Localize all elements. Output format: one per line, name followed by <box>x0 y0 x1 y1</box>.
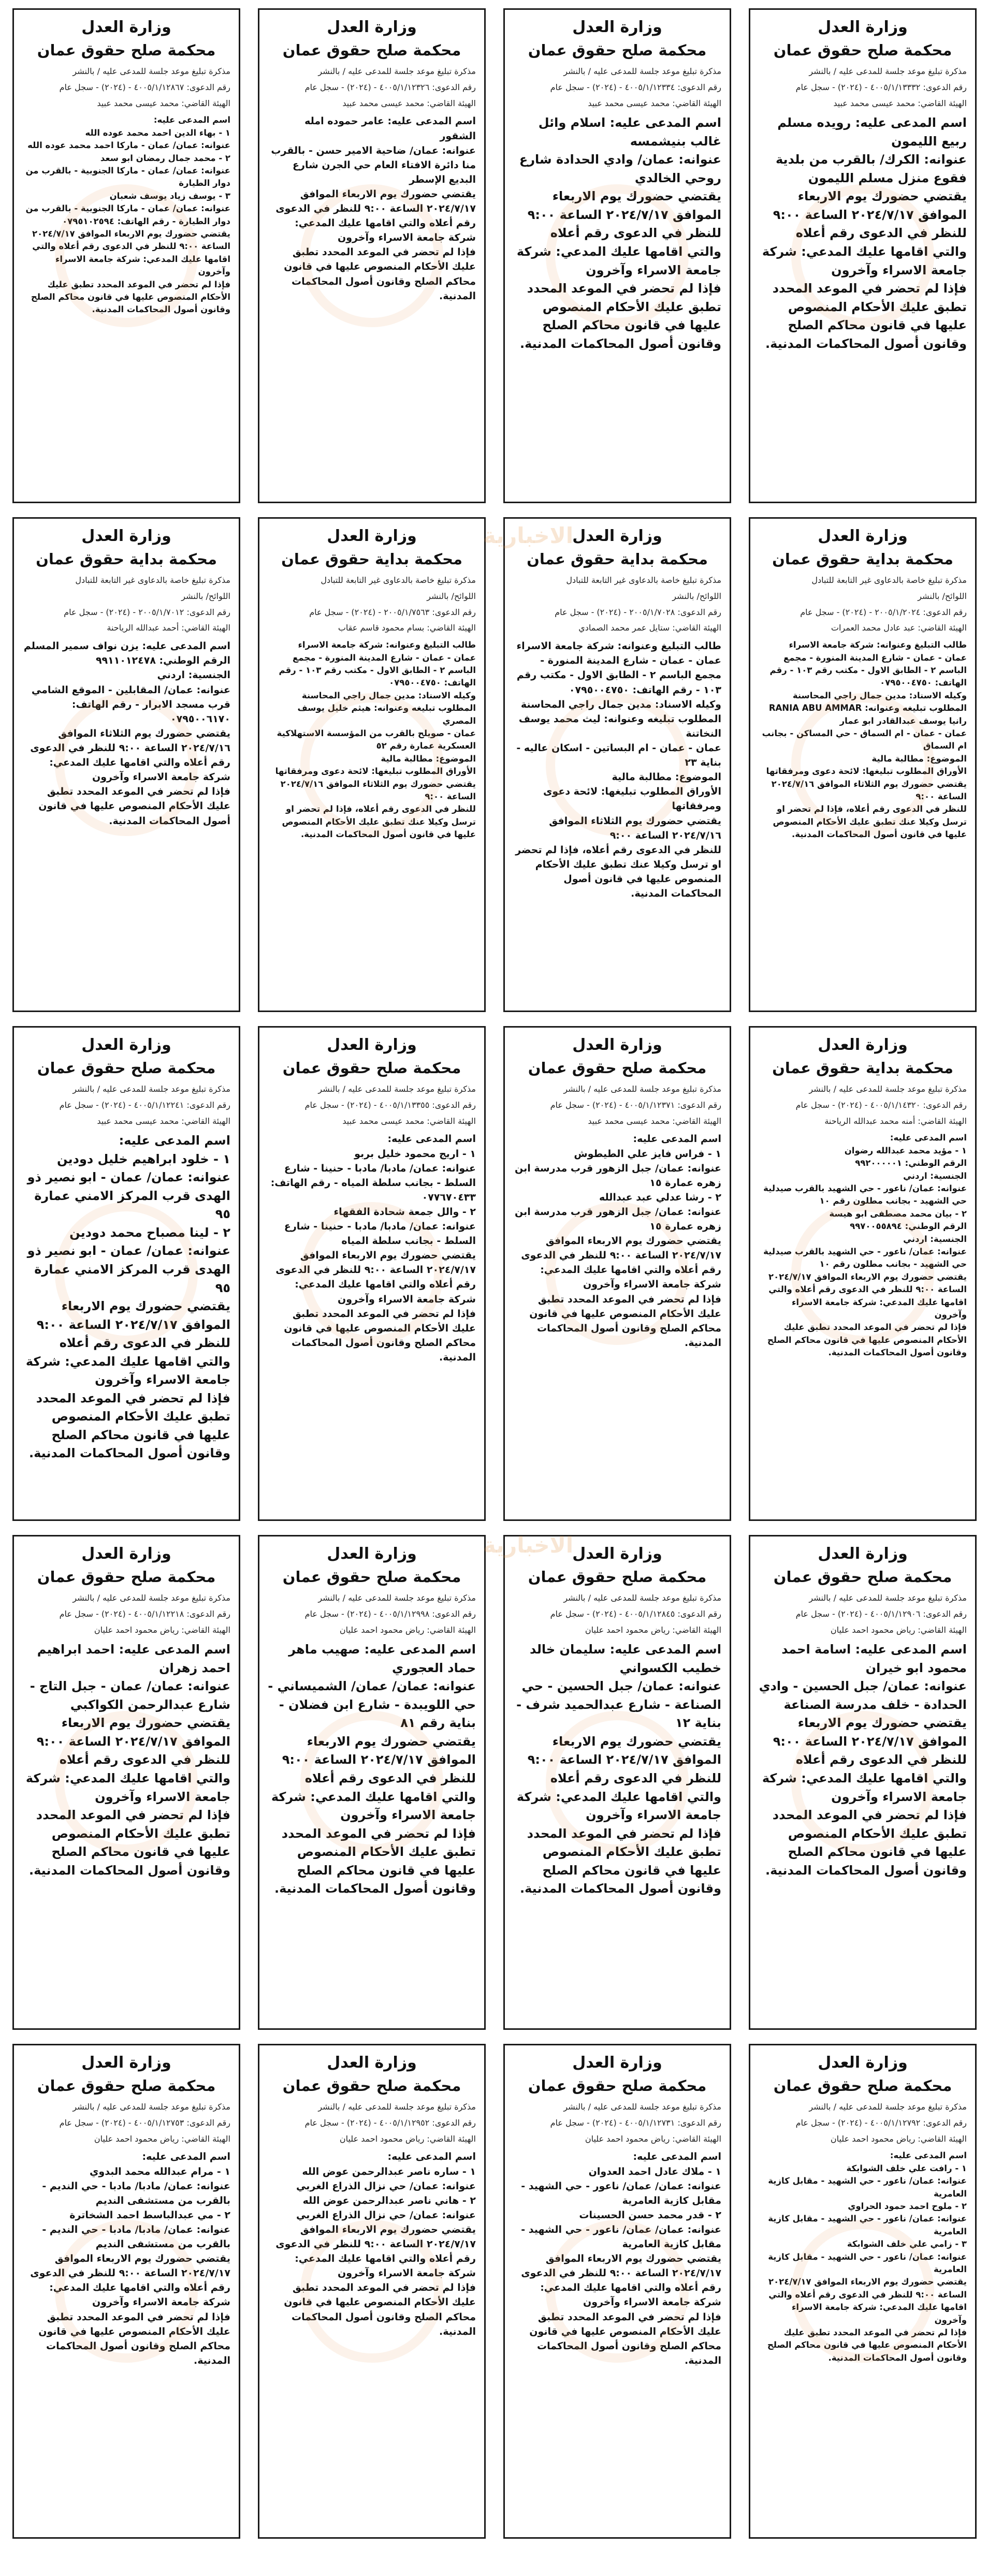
meta-line: رقم الدعوى: ٤٠٠٥/١/١٢٣٧١ - (٢٠٢٤) - سجل عام <box>550 1100 721 1110</box>
ministry-heading: وزارة العدل <box>327 18 417 36</box>
notice-body: اسم المدعى عليه: ١ - مؤيد محمد عبدالله رضوان الرقم الوطني: ٩٩٢٠٠٠٠٠١ الجنسية: اردني عنوانه: عمان/ ناعور - حي الشهيد بالقرب صيدلية حي الشهيد - بجانب مطلون رقم ١٠ ٢ - بيان محمد مصطفى ابو هيسة الرقم الوطني: ٩٩٧٠٠٥٥٨٩٤ الجنسية: اردني عنوانه: عمان/ ناعور - حي الشهيد بالقرب صيدلية حي الشهيد - بجانب مطلون رقم ١٠ يقتضي حضورك يوم الاربعاء الموافق ٢٠٢٤/٧/١٧ الساعة ٩:٠٠ للنظر في الدعوى رقم أعلاه والتي اقامها عليك المدعي: شركة جامعة الاسراء وآخرون فإذا لم تحضر في الموعد المحدد تطبق عليك الأحكام المنصوص عليها في قانون محاكم الصلح وقانون أصول المحاكمات المدنية. <box>763 1133 967 1358</box>
meta-line: اللوائح/ بالنشر <box>181 591 230 601</box>
meta-line: مذكرة تبليغ موعد جلسة للمدعى عليه / بالنشر <box>563 1084 721 1094</box>
court-title: محكمة صلح حقوق عمان <box>37 41 216 59</box>
meta-line: مذكرة تبليغ موعد جلسة للمدعى عليه / بالنشر <box>809 1084 967 1094</box>
legal-notice <box>258 1535 486 2030</box>
meta-line: رقم الدعوى: ٤٠٠٥/١/١٣٣٣٢ - (٢٠٢٤) - سجل عام <box>795 82 967 92</box>
legal-notice <box>749 1535 977 2030</box>
ministry-heading: وزارة العدل <box>818 527 908 545</box>
ministry-heading: وزارة العدل <box>327 1036 417 1054</box>
meta-line: الهيئة القاضي: ستايل عمر محمد الصمادي <box>578 623 721 633</box>
meta-line: الهيئة القاضي: رياض محمود احمد عليان <box>339 2133 476 2144</box>
court-title: محكمة صلح حقوق عمان <box>37 2077 216 2095</box>
court-title: محكمة صلح حقوق عمان <box>528 41 707 59</box>
notice-meta <box>268 1592 476 1636</box>
court-title: محكمة صلح حقوق عمان <box>282 1568 461 1586</box>
watermark-text: الاخبارية <box>483 1532 574 1558</box>
meta-line: مذكرة تبليغ موعد جلسة للمدعى عليه / بالنشر <box>72 1593 230 1603</box>
court-title: محكمة بداية حقوق عمان <box>281 550 462 568</box>
meta-line: مذكرة تبليغ خاصة بالدعاوى غير التابعة للتبادل <box>811 575 967 585</box>
court-title: محكمة صلح حقوق عمان <box>528 2077 707 2095</box>
meta-line: رقم الدعوى: ٤٠٠٥/١/١٢٩٠٦ - (٢٠٢٤) - سجل عام <box>795 1608 967 1619</box>
ministry-heading: وزارة العدل <box>572 2054 662 2072</box>
legal-notice <box>258 8 486 503</box>
notice-meta <box>759 2101 967 2145</box>
notice-body: اسم المدعى عليه: ١ - فراس فايز علي الطيطوش عنوانه: عمان/ جبل الزهور قرب مدرسة ابن زهره عمارة ١٥ ٢ - رشا عدلي عبد عبدالله عنوانه: عمان/ جبل الزهور قرب مدرسة ابن زهره عمارة ١٥ يقتضي حضورك يوم الاربعاء الموافق ٢٠٢٤/٧/١٧ الساعة ٩:٠٠ للنظر في الدعوى رقم أعلاه والتي اقامها عليك المدعي: شركة جامعة الاسراء وآخرون فإذا لم تحضر في الموعد المحدد تطبق عليك الأحكام المنصوص عليها في قانون محاكم الصلح وقانون أصول المحاكمات المدنية. <box>515 1133 721 1349</box>
meta-line: مذكرة تبليغ خاصة بالدعاوى غير التابعة للتبادل <box>566 575 721 585</box>
legal-notice <box>503 8 731 503</box>
court-title: محكمة بداية حقوق عمان <box>772 1059 953 1077</box>
court-title: محكمة صلح حقوق عمان <box>37 1059 216 1077</box>
ministry-heading: وزارة العدل <box>818 1545 908 1563</box>
notice-meta <box>268 574 476 635</box>
meta-line: الهيئة القاضي: رياض محمود احمد عليان <box>585 2133 721 2144</box>
meta-line: الهيئة القاضي: رياض محمود احمد عليان <box>585 1624 721 1635</box>
notice-body: طالب التبليغ وعنوانه: شركة جامعة الاسراء عمان - عمان - شارع المدينة المنورة - مجمع الباسم ٢ - الطابق الاول - مكتب رقم ١٠٣ - رقم الهاتف: ٠٧٩٥٠٠٤٧٥٠ وكيله الاسناد: مدين جمال راجي المحاسنة المطلوب تبليغه وعنوانه: ليث محمد يوسف النخاتنة عمان - عمان - ام البساتين - اسكان عاليه - بناية ٢٣ الموضوع: مطالبة مالية الأوراق المطلوب تبليغها: لائحة دعوى ومرفقاتها يقتضي حضورك يوم الثلاثاء الموافق ٢٠٢٤/٧/١٦ الساعة ٩:٠٠ للنظر في الدعوى رقم أعلاه، فإذا لم تحضر او ترسل وكيلا عنك تطبق عليك الأحكام المنصوص عليها في قانون أصول المحاكمات المدنية. <box>515 640 721 900</box>
legal-notice <box>749 8 977 503</box>
meta-line: رقم الدعوى: ٤٠٠٥/١/١٢٧٣١ - (٢٠٢٤) - سجل عام <box>550 2117 721 2128</box>
meta-line: رقم الدعوى: ٤٠٠٥/١/١٣٣٥٥ - (٢٠٢٤) - سجل عام <box>304 1100 476 1110</box>
legal-notice <box>749 2044 977 2539</box>
notice-meta <box>759 1083 967 1128</box>
notice-body: اسم المدعى عليه: اسامة احمد محمود ابو خيران عنوانه: عمان/ جبل الحسين - وادي الحدادة - خلف مدرسة الصناعة يقتضي حضورك يوم الاربعاء الموافق ٢٠٢٤/٧/١٧ الساعة ٩:٠٠ للنظر في الدعوى رقم أعلاه والتي اقامها عليك المدعي: شركة جامعة الاسراء وآخرون فإذا لم تحضر في الموعد المحدد تطبق عليك الأحكام المنصوص عليها في قانون محاكم الصلح وقانون أصول المحاكمات المدنية. <box>759 1642 967 1878</box>
meta-line: مذكرة تبليغ خاصة بالدعاوى غير التابعة للتبادل <box>321 575 476 585</box>
meta-line: الهيئة القاضي: محمد عيسى محمد عبيد <box>97 1116 230 1126</box>
legal-notice <box>503 1535 731 2030</box>
notice-body: اسم المدعى عليه: ١ - ساره ناصر عبدالرحمن عوض الله عنوانه: عمان/ حي نزال الذراع الغربي ٢ - هاني ناصر عبدالرحمن عوض الله عنوانه: عمان/ حي نزال الذراع الغربي يقتضي حضورك يوم الاربعاء الموافق ٢٠٢٤/٧/١٧ الساعة ٩:٠٠ للنظر في الدعوى رقم أعلاه والتي اقامها عليك المدعي: شركة جامعة الاسراء وآخرون فإذا لم تحضر في الموعد المحدد تطبق عليك الأحكام المنصوص عليها في قانون محاكم الصلح وقانون أصول المحاكمات المدنية. <box>275 2151 476 2337</box>
meta-line: مذكرة تبليغ موعد جلسة للمدعى عليه / بالنشر <box>72 2102 230 2112</box>
ministry-heading: وزارة العدل <box>327 2054 417 2072</box>
meta-line: مذكرة تبليغ موعد جلسة للمدعى عليه / بالنشر <box>318 1084 476 1094</box>
ministry-heading: وزارة العدل <box>818 2054 908 2072</box>
notice-body: طالب التبليغ وعنوانه: شركة جامعة الاسراء عمان - عمان - شارع المدينة المنورة - مجمع الباسم ٢ - الطابق الاول - مكتب رقم ١٠٣ - رقم الهاتف: ٠٧٩٥٠٠٤٧٥٠ وكيله الاسناد: مدين جمال راجي المحاسنة المطلوب تبليغه وعنوانه: RANIA ABU AMMAR رانيا يوسف عبدالقادر ابو عمار عمان - عمان - ام السماق - حي المساكن - بجانب ام السماق الموضوع: مطالبة مالية الأوراق المطلوب تبليغها: لائحة دعوى ومرفقاتها يقتضي حضورك يوم الثلاثاء الموافق ٢٠٢٤/٧/١٦ الساعة ٩:٠٠ للنظر في الدعوى رقم أعلاه، فإذا لم تحضر او ترسل وكيلا عنك تطبق عليك الأحكام المنصوص عليها في قانون أصول المحاكمات المدنية. <box>762 640 967 840</box>
notice-meta <box>759 1592 967 1636</box>
legal-notice <box>12 517 240 1012</box>
ministry-heading: وزارة العدل <box>81 1036 171 1054</box>
court-title: محكمة بداية حقوق عمان <box>36 550 217 568</box>
meta-line: الهيئة القاضي: محمد عيسى محمد عبيد <box>342 1116 476 1126</box>
ministry-heading: وزارة العدل <box>327 527 417 545</box>
notice-meta <box>268 65 476 110</box>
notice-body: اسم المدعى عليه: يزن نواف سمير المسلم الرقم الوطني: ٩٩١١٠١٢٤٧٨ الجنسية: اردني عنوانه: عمان/ المقابلين - الموقع الشامي قرب مسجد الابرار - رقم الهاتف: ٠٧٩٥٠٠٦١٧٠ يقتضي حضورك يوم الثلاثاء الموافق ٢٠٢٤/٧/١٦ الساعة ٩:٠٠ للنظر في الدعوى رقم أعلاه والتي اقامها عليك المدعي: شركة جامعة الاسراء وآخرون فإذا لم تحضر في الموعد المحدد تطبق عليك الأحكام المنصوص عليها في قانون أصول المحاكمات المدنية. <box>23 640 230 827</box>
ministry-heading: وزارة العدل <box>572 1036 662 1054</box>
notice-body: اسم المدعى عليه: ١ - اريج محمود خليل بربو عنوانه: عمان/ مادبا/ مادبا - حنينا - شارع السلط - بجانب سلطة المياه - رقم الهاتف: ٠٧٧٦٧٠٤٣٣ ٢ - والل جمعة شحادة الفقهاء عنوانه: عمان/ مادبا/ مادبا - حنينا - شارع السلط - بجانب سلطة المياه يقتضي حضورك يوم الاربعاء الموافق ٢٠٢٤/٧/١٧ الساعة ٩:٠٠ للنظر في الدعوى رقم أعلاه والتي اقامها عليك المدعي: شركة جامعة الاسراء وآخرون فإذا لم تحضر في الموعد المحدد تطبق عليك الأحكام المنصوص عليها في قانون محاكم الصلح وقانون أصول المحاكمات المدنية. <box>270 1133 476 1364</box>
legal-notice <box>503 1026 731 1521</box>
meta-line: مذكرة تبليغ موعد جلسة للمدعى عليه / بالنشر <box>318 1593 476 1603</box>
ministry-heading: وزارة العدل <box>81 2054 171 2072</box>
watermark-text: الاخبارية <box>483 523 574 548</box>
meta-line: رقم الدعوى: ٤٠٠٥/١/١٤٣٢٠ - (٢٠٢٤) - سجل عام <box>795 1100 967 1110</box>
court-title: محكمة صلح حقوق عمان <box>37 1568 216 1586</box>
meta-line: الهيئة القاضي: محمد عيسى محمد عبيد <box>588 1116 721 1126</box>
meta-line: الهيئة القاضي: رياض محمود احمد عليان <box>94 1624 230 1635</box>
notice-meta <box>513 65 721 110</box>
meta-line: اللوائح/ بالنشر <box>918 591 967 601</box>
meta-line: الهيئة القاضي: أمنه محمد عبدالله الرياحنة <box>824 1116 967 1126</box>
meta-line: رقم الدعوى: ٤٠٠٥/١/١٢٨٤٥ - (٢٠٢٤) - سجل عام <box>550 1608 721 1619</box>
meta-line: الهيئة القاضي: محمد عيسى محمد عبيد <box>342 98 476 108</box>
notice-meta <box>268 2101 476 2145</box>
notice-meta <box>22 2101 230 2145</box>
notice-meta <box>22 65 230 110</box>
notice-meta <box>513 574 721 635</box>
notice-body: اسم المدعى عليه: اسلام وائل غالب بنيشمسه عنوانه: عمان/ وادي الحدادة شارع روحي الخالدي يقتضي حضورك يوم الاربعاء الموافق ٢٠٢٤/٧/١٧ الساعة ٩:٠٠ للنظر في الدعوى رقم أعلاه والتي اقامها عليك المدعي: شركة جامعة الاسراء وآخرون فإذا لم تحضر في الموعد المحدد تطبق عليك الأحكام المنصوص عليها في قانون محاكم الصلح وقانون أصول المحاكمات المدنية. <box>516 115 721 351</box>
meta-line: رقم الدعوى: ٤٠٠٥/١/١٢٣٢٦ - (٢٠٢٤) - سجل عام <box>304 82 476 92</box>
court-title: محكمة صلح حقوق عمان <box>528 1568 707 1586</box>
notice-body: اسم المدعى عليه: ١ - رافت علي خلف الشوابكة عنوانه: عمان/ ناعور - حي الشهيد - مقابل كازية العامرية ٢ - ملوح احمد حمود الحراوي عنوانه: عمان/ ناعور - حي الشهيد - مقابل كازية العامرية ٣ - زامي علي خلف الشوابكة عنوانه: عمان/ ناعور - حي الشهيد - مقابل كازية العامرية يقتضي حضورك يوم الاربعاء الموافق ٢٠٢٤/٧/١٧ الساعة ٩:٠٠ للنظر في الدعوى رقم أعلاه والتي اقامها عليك المدعي: شركة جامعة الاسراء وآخرون فإذا لم تحضر في الموعد المحدد تطبق عليك الأحكام المنصوص عليها في قانون محاكم الصلح وقانون أصول المحاكمات المدنية. <box>767 2150 967 2363</box>
meta-line: مذكرة تبليغ موعد جلسة للمدعى عليه / بالنشر <box>809 2102 967 2112</box>
notice-body: اسم المدعى عليه: صهيب ماهر حماد العجوري عنوانه: عمان/ عمان/ الشميساني - حي اللويبدة - شارع ابن فضلان - بناية رقم ٨١ يقتضي حضورك يوم الاربعاء الموافق ٢٠٢٤/٧/١٧ الساعة ٩:٠٠ للنظر في الدعوى رقم أعلاه والتي اقامها عليك المدعي: شركة جامعة الاسراء وآخرون فإذا لم تحضر في الموعد المحدد تطبق عليك الأحكام المنصوص عليها في قانون محاكم الصلح وقانون أصول المحاكمات المدنية. <box>268 1642 476 1896</box>
meta-line: رقم الدعوى: ٤٠٠٥/١/١٢٧٩٢ - (٢٠٢٤) - سجل عام <box>795 2117 967 2128</box>
notice-meta <box>22 1592 230 1636</box>
ministry-heading: وزارة العدل <box>572 18 662 36</box>
meta-line: مذكرة تبليغ موعد جلسة للمدعى عليه / بالنشر <box>563 2102 721 2112</box>
court-title: محكمة صلح حقوق عمان <box>528 1059 707 1077</box>
court-title: محكمة صلح حقوق عمان <box>282 1059 461 1077</box>
ministry-heading: وزارة العدل <box>81 527 171 545</box>
court-title: محكمة صلح حقوق عمان <box>282 41 461 59</box>
court-title: محكمة بداية حقوق عمان <box>527 550 708 568</box>
meta-line: مذكرة تبليغ موعد جلسة للمدعى عليه / بالنشر <box>563 66 721 76</box>
ministry-heading: وزارة العدل <box>81 1545 171 1563</box>
notice-meta <box>22 574 230 635</box>
meta-line: مذكرة تبليغ موعد جلسة للمدعى عليه / بالنشر <box>318 66 476 76</box>
ministry-heading: وزارة العدل <box>327 1545 417 1563</box>
legal-notice <box>503 2044 731 2539</box>
notice-meta <box>513 2101 721 2145</box>
meta-line: رقم الدعوى: ٤٠٠٥/١/١٢٧٥٣ - (٢٠٢٤) - سجل عام <box>59 2117 230 2128</box>
meta-line: الهيئة القاضي: رياض محمود احمد عليان <box>339 1624 476 1635</box>
court-title: محكمة بداية حقوق عمان <box>772 550 953 568</box>
notice-body: اسم المدعى عليه: ١ - ملاك عادل احمد العدوان عنوانه: عمان/ عمان/ ناعور - حي الشهيد - مقابل كازية العامرية ٢ - قدر محمد حسن الحسينات عنوانه: عمان/ عمان/ ناعور - حي الشهيد - مقابل كازية العامرية يقتضي حضورك يوم الاربعاء الموافق ٢٠٢٤/٧/١٧ الساعة ٩:٠٠ للنظر في الدعوى رقم أعلاه والتي اقامها عليك المدعي: شركة جامعة الاسراء وآخرون فإذا لم تحضر في الموعد المحدد تطبق عليك الأحكام المنصوص عليها في قانون محاكم الصلح وقانون أصول المحاكمات المدنية. <box>521 2151 721 2366</box>
legal-notice <box>258 517 486 1012</box>
meta-line: مذكرة تبليغ موعد جلسة للمدعى عليه / بالنشر <box>72 1084 230 1094</box>
legal-notice <box>503 517 731 1012</box>
court-title: محكمة صلح حقوق عمان <box>282 2077 461 2095</box>
notice-body: اسم المدعى عليه: ١ - مرام عبدالله محمد البدوي عنوانه: عمان/ مادبا/ مادبا - حي النديم - بالقرب من مستشفى النديم ٢ - مي عبدالباسط احمد الشخاترة عنوانه: عمان/ مادبا/ مادبا - حي النديم - بالقرب من مستشفى النديم يقتضي حضورك يوم الاربعاء الموافق ٢٠٢٤/٧/١٧ الساعة ٩:٠٠ للنظر في الدعوى رقم أعلاه والتي اقامها عليك المدعي: شركة جامعة الاسراء وآخرون فإذا لم تحضر في الموعد المحدد تطبق عليك الأحكام المنصوص عليها في قانون محاكم الصلح وقانون أصول المحاكمات المدنية. <box>30 2151 230 2366</box>
meta-line: الهيئة القاضي: بسام محمود قاسم عقاب <box>338 623 476 633</box>
notice-meta <box>22 1083 230 1128</box>
notice-body: اسم المدعى عليه: رويده مسلم ربيع الليمون عنوانه: الكرك/ بالقرب من بلدية فقوع منزل مسلم الليمون يقتضي حضورك يوم الاربعاء الموافق ٢٠٢٤/٧/١٧ الساعة ٩:٠٠ للنظر في الدعوى رقم أعلاه والتي اقامها عليك المدعي: شركة جامعة الاسراء وآخرون فإذا لم تحضر في الموعد المحدد تطبق عليك الأحكام المنصوص عليها في قانون محاكم الصلح وقانون أصول المحاكمات المدنية. <box>762 115 967 351</box>
meta-line: مذكرة تبليغ موعد جلسة للمدعى عليه / بالنشر <box>72 66 230 76</box>
meta-line: الهيئة القاضي: رياض محمود احمد عليان <box>830 2133 967 2144</box>
ministry-heading: وزارة العدل <box>572 527 662 545</box>
legal-notice <box>12 1026 240 1521</box>
court-title: محكمة صلح حقوق عمان <box>773 2077 952 2095</box>
notice-body: اسم المدعى عليه: سليمان خالد خطيب الكسواني عنوانه: عمان/ جبل الحسين - حي الصناعة - شارع عبدالحميد شرف - بناية ١٢ يقتضي حضورك يوم الاربعاء الموافق ٢٠٢٤/٧/١٧ الساعة ٩:٠٠ للنظر في الدعوى رقم أعلاه والتي اقامها عليك المدعي: شركة جامعة الاسراء وآخرون فإذا لم تحضر في الموعد المحدد تطبق عليك الأحكام المنصوص عليها في قانون محاكم الصلح وقانون أصول المحاكمات المدنية. <box>516 1642 721 1896</box>
meta-line: مذكرة تبليغ موعد جلسة للمدعى عليه / بالنشر <box>809 66 967 76</box>
legal-notice <box>749 517 977 1012</box>
meta-line: رقم الدعوى: ٢٠٠٥/١/٧٠١٢ - (٢٠٢٤) - سجل عام <box>64 607 230 617</box>
meta-line: رقم الدعوى: ٢٠٠٥/١/٢٠٢٤ - (٢٠٢٤) - سجل عام <box>800 607 967 617</box>
legal-notice <box>12 8 240 503</box>
ministry-heading: وزارة العدل <box>818 1036 908 1054</box>
notice-body: طالب التبليغ وعنوانه: شركة جامعة الاسراء عمان - عمان - شارع المدينة المنورة - مجمع الباسم ٢ - الطابق الاول - مكتب رقم ١٠٣ - رقم الهاتف: ٠٧٩٥٠٠٤٧٥٠ وكيله الاسناد: مدين جمال راجي المحاسنة المطلوب تبليغه وعنوانه: هيثم خليل يوسف المصري عمان - صويلح بالقرب من المؤسسة الاستهلاكية العسكرية عمارة رقم ٥٢ الموضوع: مطالبة مالية الأوراق المطلوب تبليغها: لائحة دعوى ومرفقاتها يقتضي حضورك يوم الثلاثاء الموافق ٢٠٢٤/٧/١٦ الساعة ٩:٠٠ للنظر في الدعوى رقم أعلاه، فإذا لم تحضر او ترسل وكيلا عنك تطبق عليك الأحكام المنصوص عليها في قانون أصول المحاكمات المدنية. <box>275 640 476 840</box>
meta-line: اللوائح/ بالنشر <box>672 591 721 601</box>
meta-line: رقم الدعوى: ٤٠٠٥/١/١٢٢٤١ - (٢٠٢٤) - سجل عام <box>59 1100 230 1110</box>
notice-body: اسم المدعى عليه: ١ - بهاء الدين احمد محمد عوده الله عنوانه: عمان/ عمان - ماركا احمد محمد عوده الله ٢ - محمد جمال رمضان ابو سعد عنوانه: عمان/ عمان - ماركا الجنوبية - بالقرب من دوار الطيارة ٣ - يوسف زياد يوسف شعبان عنوانه: عمان/ عمان - ماركا الجنوبية - بالقرب من دوار الطيارة - رقم الهاتف: ٠٧٩٥١٠٢٥٩٤ يقتضي حضورك يوم الاربعاء الموافق ٢٠٢٤/٧/١٧ الساعة ٩:٠٠ للنظر في الدعوى رقم أعلاه والتي اقامها عليك المدعي: شركة جامعة الاسراء وآخرون فإذا لم تحضر في الموعد المحدد تطبق عليك الأحكام المنصوص عليها في قانون محاكم الصلح وقانون أصول المحاكمات المدنية. <box>25 115 230 315</box>
meta-line: الهيئة القاضي: رياض محمود احمد عليان <box>94 2133 230 2144</box>
notice-meta <box>513 1083 721 1128</box>
meta-line: رقم الدعوى: ٤٠٠٥/١/١٢٢١٨ - (٢٠٢٤) - سجل عام <box>59 1608 230 1619</box>
meta-line: الهيئة القاضي: محمد عيسى محمد عبيد <box>833 98 967 108</box>
notice-meta <box>513 1592 721 1636</box>
ministry-heading: وزارة العدل <box>81 18 171 36</box>
meta-line: الهيئة القاضي: محمد عيسى محمد عبيد <box>97 98 230 108</box>
meta-line: رقم الدعوى: ٤٠٠٥/١/١٢٨٦٧ - (٢٠٢٤) - سجل عام <box>59 82 230 92</box>
meta-line: مذكرة تبليغ موعد جلسة للمدعى عليه / بالنشر <box>563 1593 721 1603</box>
meta-line: الهيئة القاضي: رياض محمود احمد عليان <box>830 1624 967 1635</box>
meta-line: مذكرة تبليغ موعد جلسة للمدعى عليه / بالنشر <box>809 1593 967 1603</box>
meta-line: رقم الدعوى: ٤٠٠٥/١/١٢٩٩٨ - (٢٠٢٤) - سجل عام <box>304 1608 476 1619</box>
notices-grid <box>11 8 977 2539</box>
ministry-heading: وزارة العدل <box>818 18 908 36</box>
court-title: محكمة صلح حقوق عمان <box>773 41 952 59</box>
notice-body: اسم المدعى عليه: احمد ابراهيم احمد زهران عنوانه: عمان/ عمان - جبل التاج - شارع عبدالرحمن الكواكبي يقتضي حضورك يوم الاربعاء الموافق ٢٠٢٤/٧/١٧ الساعة ٩:٠٠ للنظر في الدعوى رقم أعلاه والتي اقامها عليك المدعي: شركة جامعة الاسراء وآخرون فإذا لم تحضر في الموعد المحدد تطبق عليك الأحكام المنصوص عليها في قانون محاكم الصلح وقانون أصول المحاكمات المدنية. <box>25 1642 230 1878</box>
meta-line: اللوائح/ بالنشر <box>427 591 476 601</box>
meta-line: رقم الدعوى: ٤٠٠٥/١/١٢٩٥٢ - (٢٠٢٤) - سجل عام <box>304 2117 476 2128</box>
meta-line: الهيئة القاضي: أحمد عبدالله الرياحنة <box>107 623 230 633</box>
legal-notice <box>749 1026 977 1521</box>
notice-body: اسم المدعى عليه: عامر حموده امله الشقور عنوانه: عمان/ ضاحية الامير حسن - بالقرب منا دائرة الافتاء العام حي الجرن شارع البديع الإسطر يقتضي حضورك يوم الاربعاء الموافق ٢٠٢٤/٧/١٧ الساعة ٩:٠٠ للنظر في الدعوى رقم أعلاه والتي اقامها عليك المدعي: شركة جامعة الاسراء وآخرون فإذا لم تحضر في الموعد المحدد تطبق عليك الأحكام المنصوص عليها في قانون محاكم الصلح وقانون أصول المحاكمات المدنية. <box>271 115 476 302</box>
legal-notice <box>258 2044 486 2539</box>
meta-line: الهيئة القاضي: محمد عيسى محمد عبيد <box>588 98 721 108</box>
meta-line: مذكرة تبليغ موعد جلسة للمدعى عليه / بالنشر <box>318 2102 476 2112</box>
meta-line: رقم الدعوى: ٢٠٠٥/١/٧٠٢٨ - (٢٠٢٤) - سجل عام <box>555 607 721 617</box>
court-title: محكمة صلح حقوق عمان <box>773 1568 952 1586</box>
legal-notice <box>12 2044 240 2539</box>
legal-notice <box>12 1535 240 2030</box>
legal-notice <box>258 1026 486 1521</box>
meta-line: مذكرة تبليغ خاصة بالدعاوى غير التابعة للتبادل <box>75 575 230 585</box>
notice-body: اسم المدعى عليه: ١ - خلود ابراهيم خليل دودين عنوانه: عمان/ عمان - ابو نصير ذو الهدى قرب المركز الامني عمارة ٩٥ ٢ - لينا مصباح محمد دودين عنوانه: عمان/ عمان - ابو نصير ذو الهدى قرب المركز الامني عمارة ٩٥ يقتضي حضورك يوم الاربعاء الموافق ٢٠٢٤/٧/١٧ الساعة ٩:٠٠ للنظر في الدعوى رقم أعلاه والتي اقامها عليك المدعي: شركة جامعة الاسراء وآخرون فإذا لم تحضر في الموعد المحدد تطبق عليك الأحكام المنصوص عليها في قانون محاكم الصلح وقانون أصول المحاكمات المدنية. <box>25 1133 230 1461</box>
meta-line: رقم الدعوى: ٤٠٠٥/١/١٢٣٣٤ - (٢٠٢٤) - سجل عام <box>550 82 721 92</box>
notice-meta <box>759 574 967 635</box>
notice-meta <box>268 1083 476 1128</box>
notice-meta <box>759 65 967 110</box>
meta-line: الهيئة القاضي: عبد عادل محمد العمرات <box>831 623 967 633</box>
meta-line: رقم الدعوى: ٢٠٠٥/١/٧٥٦٣ - (٢٠٢٤) - سجل عام <box>309 607 476 617</box>
ministry-heading: وزارة العدل <box>572 1545 662 1563</box>
